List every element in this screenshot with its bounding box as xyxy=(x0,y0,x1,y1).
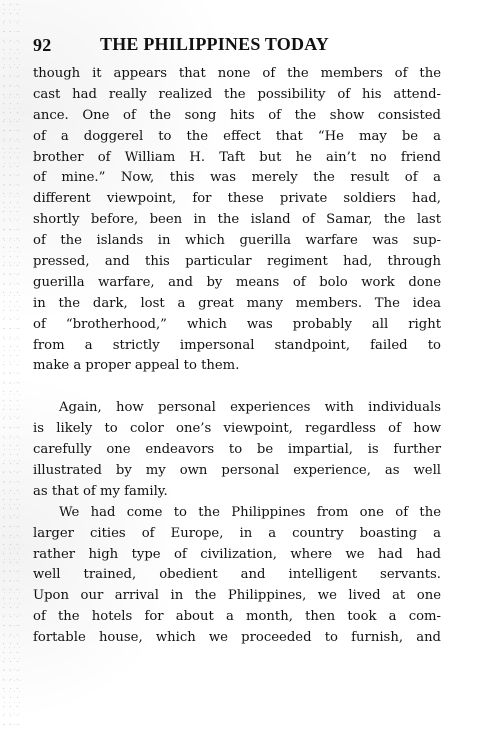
text-line: guerilla warfare, and by means of bolo work done xyxy=(33,274,441,290)
text-line: larger cities of Europe, in a country boasting a xyxy=(33,525,441,541)
text-line: of the islands in which guerilla warfare was sup- xyxy=(33,233,441,249)
text-line: in the dark, lost a great many members. The idea xyxy=(33,295,441,311)
text-line: ance. One of the song hits of the show consisted xyxy=(33,107,441,123)
text-line: shortly before, been in the island of Samar, the last xyxy=(33,212,441,228)
text-line: is likely to color one’s viewpoint, regardless of how xyxy=(33,421,441,437)
scan-speckle-margin xyxy=(0,0,24,729)
text-line: though it appears that none of the members of the xyxy=(33,66,441,81)
text-line: of mine.” Now, this was merely the result of a xyxy=(33,170,441,186)
text-line: We had come to the Philippines from one of the xyxy=(59,504,441,520)
text-line: well trained, obedient and intelligent servants. xyxy=(33,567,441,583)
text-line: of a doggerel to the effect that “He may be a xyxy=(33,128,441,144)
text-line: rather high type of civilization, where we had had xyxy=(33,546,441,562)
text-line: cast had really realized the possibility of his attend- xyxy=(33,86,441,102)
page-number: 92 xyxy=(33,35,52,55)
text-line: Again, how personal experiences with individuals xyxy=(59,400,441,416)
text-line: brother of William H. Taft but he ain’t no friend xyxy=(33,149,441,165)
text-line: illustrated by my own personal experience, as well xyxy=(33,463,441,479)
paragraph-3 xyxy=(33,503,441,649)
body-text xyxy=(33,64,441,649)
text-line: make a proper appeal to them. xyxy=(33,358,240,374)
paragraph-2 xyxy=(33,398,441,502)
page-header xyxy=(33,34,443,56)
text-line: carefully one endeavors to be impartial, is further xyxy=(33,442,441,458)
text-line: as that of my family. xyxy=(33,483,168,499)
text-line: from a strictly impersonal standpoint, failed to xyxy=(33,337,441,353)
text-line: of the hotels for about a month, then took a com- xyxy=(33,609,441,625)
paragraph-spacing xyxy=(33,377,441,398)
text-line: pressed, and this particular regiment had, through xyxy=(33,254,441,270)
text-line: fortable house, which we proceeded to furnish, and xyxy=(33,630,441,646)
running-head: THE PHILIPPINES TODAY xyxy=(100,34,329,54)
text-line: Upon our arrival in the Philippines, we lived at one xyxy=(33,588,441,604)
paragraph-1 xyxy=(33,64,441,377)
text-line: different viewpoint, for these private soldiers had, xyxy=(33,191,441,207)
text-line: of “brotherhood,” which was probably all right xyxy=(33,316,441,332)
